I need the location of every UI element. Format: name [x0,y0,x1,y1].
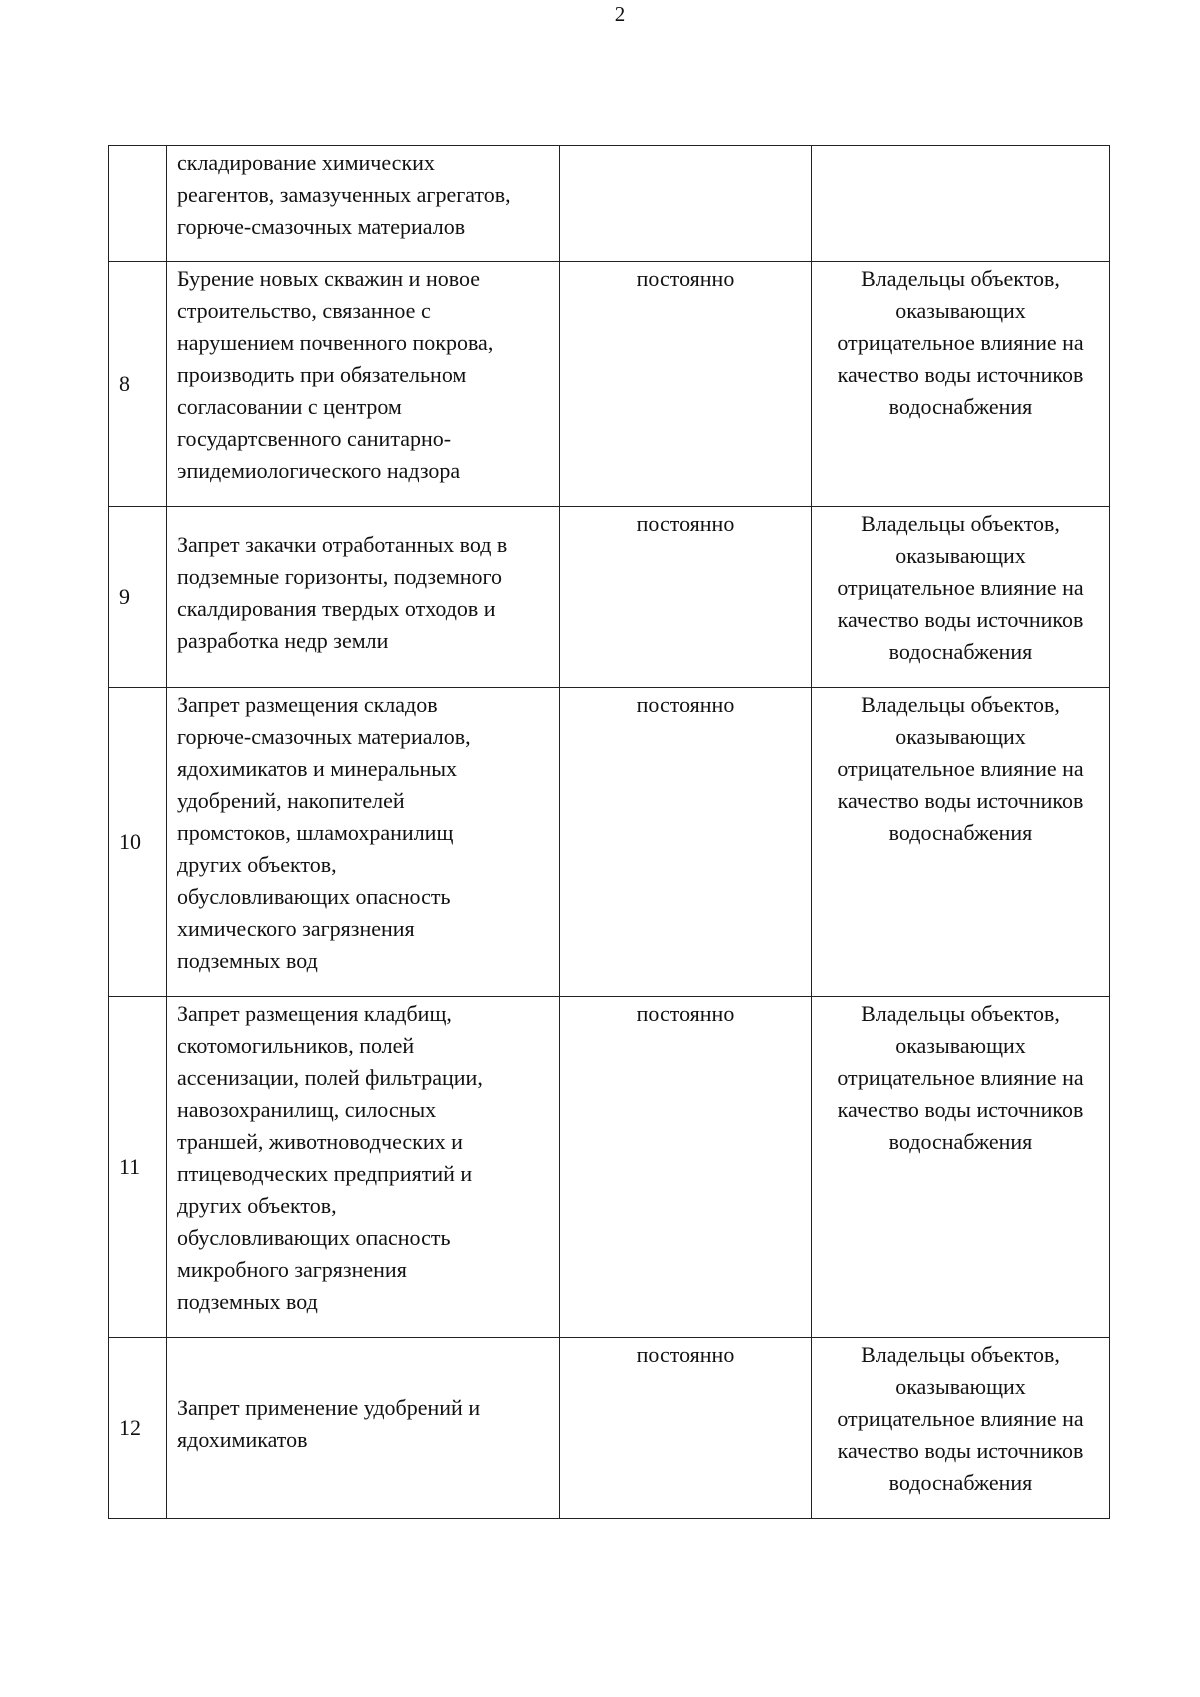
table-row [109,507,1110,688]
description-line: подземных вод [177,948,318,973]
description-line: Бурение новых скважин и новое [177,266,480,291]
responsible-cell [812,262,1110,507]
term-cell: постоянно [560,688,812,997]
responsible-line: оказывающих [895,543,1026,568]
responsible-line: качество воды источников [837,1438,1084,1463]
description-line: горюче-смазочных материалов [177,214,466,239]
page-number: 2 [614,2,626,26]
responsible-line: Владельцы объектов, [861,1001,1060,1026]
term-cell: постоянно [560,507,812,688]
table-row [109,1338,1110,1519]
responsible-line: качество воды источников [837,1097,1084,1122]
description-line: подземные горизонты, подземного [177,563,503,589]
responsible-cell [812,997,1110,1338]
table-row [109,997,1110,1338]
table-row [109,688,1110,997]
description-line: Запрет применение удобрений и [177,1394,481,1420]
description-line: государтсвенного санитарно- [177,426,452,451]
responsible-line: качество воды источников [837,607,1084,632]
responsible-cell [812,688,1110,997]
responsible-cell [812,146,1110,262]
description-line: скалдирования твердых отходов и [177,595,496,621]
table-row [109,146,1110,262]
measure-description-cell [167,146,560,262]
description-line: строительство, связанное с [177,298,431,323]
description-line: Запрет размещения кладбищ, [177,1001,452,1026]
row-number-cell: 11 [109,997,167,1338]
responsible-line: качество воды источников [837,362,1084,387]
table-row [109,262,1110,507]
responsible-line: Владельцы объектов, [861,692,1060,717]
description-line: Запрет размещения складов [177,692,438,717]
measures-table [108,145,1110,1519]
responsible-line: качество воды источников [837,788,1084,813]
description-line: подземных вод [177,1289,318,1314]
responsible-line: отрицательное влияние на [837,575,1084,600]
term-cell: постоянно [560,997,812,1338]
description-line: других объектов, [177,852,337,877]
description-line: промстоков, шламохранилищ [177,820,454,845]
description-line: навозохранилищ, силосных [177,1097,437,1122]
description-line: обусловливающих опасность [177,884,451,909]
responsible-line: водоснабжения [888,1129,1033,1154]
measure-description-cell [167,507,560,688]
description-line: реагентов, замазученных агрегатов, [177,182,511,207]
description-line: Запрет закачки отработанных вод в [177,531,508,557]
responsible-line: оказывающих [895,298,1026,323]
description-line: эпидемиологического надзора [177,458,461,483]
term-cell [560,146,812,262]
responsible-line: отрицательное влияние на [837,330,1084,355]
responsible-line: водоснабжения [888,639,1033,664]
row-number-cell: 10 [109,688,167,997]
row-number-cell [109,146,167,262]
responsible-line: оказывающих [895,1033,1026,1058]
description-line: траншей, животноводческих и [177,1129,463,1154]
measure-description-cell [167,1338,560,1519]
term-cell: постоянно [560,1338,812,1519]
responsible-line: Владельцы объектов, [861,511,1060,536]
row-number-cell: 8 [109,262,167,507]
responsible-cell [812,1338,1110,1519]
term-cell: постоянно [560,262,812,507]
row-number-cell: 12 [109,1338,167,1519]
responsible-line: оказывающих [895,724,1026,749]
description-line: ядохимикатов [177,1426,308,1452]
responsible-line: водоснабжения [888,820,1033,845]
responsible-line: водоснабжения [888,1470,1033,1495]
description-line: разработка недр земли [177,627,389,653]
description-line: других объектов, [177,1193,337,1218]
measure-description-cell [167,262,560,507]
measure-description-cell [167,997,560,1338]
description-line: птицеводческих предприятий и [177,1161,473,1186]
description-line: складирование химических [177,150,435,175]
description-line: горюче-смазочных материалов, [177,724,471,749]
description-line: обусловливающих опасность [177,1225,451,1250]
description-line: производить при обязательном [177,362,467,387]
responsible-cell [812,507,1110,688]
responsible-line: отрицательное влияние на [837,1065,1084,1090]
responsible-line: Владельцы объектов, [861,1342,1060,1367]
description-line: удобрений, накопителей [177,788,405,813]
responsible-line: Владельцы объектов, [861,266,1060,291]
description-line: ядохимикатов и минеральных [177,756,458,781]
description-line: химического загрязнения [177,916,415,941]
description-line: скотомогильников, полей [177,1033,415,1058]
responsible-line: отрицательное влияние на [837,1406,1084,1431]
description-line: ассенизации, полей фильтрации, [177,1065,483,1090]
responsible-line: оказывающих [895,1374,1026,1399]
row-number-cell: 9 [109,507,167,688]
description-line: нарушением почвенного покрова, [177,330,494,355]
responsible-line: водоснабжения [888,394,1033,419]
description-line: микробного загрязнения [177,1257,407,1282]
description-line: согласовании с центром [177,394,402,419]
measure-description-cell [167,688,560,997]
responsible-line: отрицательное влияние на [837,756,1084,781]
